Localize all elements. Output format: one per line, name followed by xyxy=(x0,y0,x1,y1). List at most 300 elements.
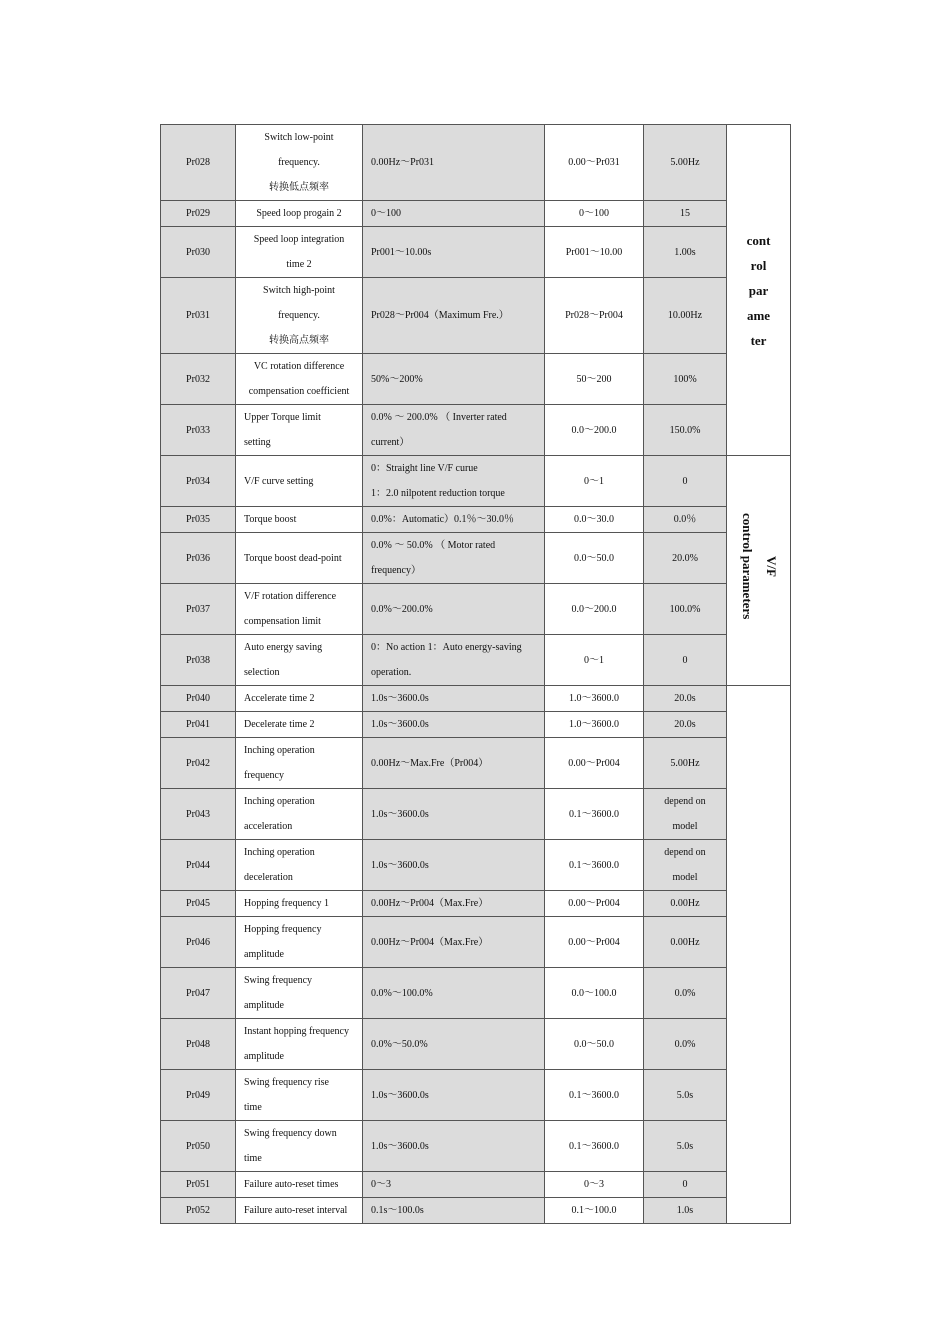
param-code xyxy=(161,584,236,635)
param-default xyxy=(644,968,727,1019)
param-setting xyxy=(363,507,545,533)
param-setting-line: current） xyxy=(371,437,410,448)
param-setting-line: 1.0s～3600.0s xyxy=(371,719,429,730)
param-setting-line: 0.0%～200.0% xyxy=(371,603,433,615)
param-name-line: amplitude xyxy=(244,1051,284,1062)
param-default-line: depend on xyxy=(664,796,706,807)
param-setting-line: 0.0% ～ 200.0% （ Inverter rated xyxy=(371,412,507,423)
param-range-text: 0.1～3600.0 xyxy=(569,1089,619,1101)
param-range xyxy=(545,584,644,635)
table-row xyxy=(161,456,791,507)
param-code xyxy=(161,917,236,968)
param-setting-line: 0.0%～50.0% xyxy=(371,1038,428,1050)
param-setting-line: 1.0s～3600.0s xyxy=(371,859,429,871)
table-row xyxy=(161,840,791,891)
param-name xyxy=(236,1172,363,1198)
param-name-line: time xyxy=(244,1102,262,1113)
param-setting xyxy=(363,891,545,917)
param-code-text: Pr033 xyxy=(186,424,210,436)
param-code-text: Pr035 xyxy=(186,514,210,525)
param-code xyxy=(161,635,236,686)
param-name xyxy=(236,917,363,968)
param-range-text: 1.0～3600.0 xyxy=(569,693,619,704)
param-name-line: V/F curve setting xyxy=(244,475,314,487)
param-range-text: 0.0～30.0 xyxy=(574,514,614,525)
param-default xyxy=(644,1019,727,1070)
param-name xyxy=(236,354,363,405)
param-code xyxy=(161,840,236,891)
param-range xyxy=(545,1070,644,1121)
param-code xyxy=(161,507,236,533)
param-code-text: Pr048 xyxy=(186,1038,210,1050)
param-default-line: 5.00Hz xyxy=(670,757,700,769)
param-range-text: 50～200 xyxy=(576,373,612,385)
param-setting-line: 1.0s～3600.0s xyxy=(371,808,429,820)
param-code-text: Pr038 xyxy=(186,654,210,666)
param-default-line: 0.00Hz xyxy=(670,936,700,948)
param-default xyxy=(644,1070,727,1121)
table-row xyxy=(161,584,791,635)
param-name-line: Decelerate time 2 xyxy=(244,719,315,730)
param-default-line: 0.0％ xyxy=(673,514,697,525)
param-code xyxy=(161,405,236,456)
table-row xyxy=(161,1198,791,1224)
param-default-line: 20.0s xyxy=(674,719,696,730)
param-code xyxy=(161,968,236,1019)
param-setting-line: 1.0s～3600.0s xyxy=(371,1140,429,1152)
param-name-line: Switch high-point xyxy=(263,285,335,296)
param-name-line: setting xyxy=(244,437,271,448)
table-row xyxy=(161,635,791,686)
param-name-line: frequency. xyxy=(278,157,320,168)
param-setting-line: 0.0%：Automatic）0.1％～30.0％ xyxy=(371,514,515,525)
param-default xyxy=(644,1198,727,1224)
param-default xyxy=(644,738,727,789)
param-default xyxy=(644,1172,727,1198)
param-range xyxy=(545,201,644,227)
param-code-text: Pr049 xyxy=(186,1089,210,1101)
param-name xyxy=(236,1019,363,1070)
table-row xyxy=(161,968,791,1019)
param-name xyxy=(236,278,363,354)
param-setting xyxy=(363,1070,545,1121)
param-default-line: 0 xyxy=(682,1179,688,1190)
param-name xyxy=(236,840,363,891)
param-range-text: 0.0～100.0 xyxy=(571,987,617,999)
param-name-line: Failure auto-reset times xyxy=(244,1179,339,1190)
param-default-line: 5.00Hz xyxy=(670,157,700,168)
param-default-line: 5.0s xyxy=(676,1140,694,1152)
param-default-line: 0.0% xyxy=(674,1038,696,1050)
param-name-line: acceleration xyxy=(244,821,293,832)
param-setting xyxy=(363,738,545,789)
param-range xyxy=(545,533,644,584)
param-name-line: Auto energy saving xyxy=(244,642,323,653)
param-range-text: 0.00～Pr004 xyxy=(568,898,620,909)
param-default-line: 0 xyxy=(682,654,688,666)
param-name xyxy=(236,201,363,227)
param-name-line: time xyxy=(244,1153,262,1164)
param-setting xyxy=(363,1121,545,1172)
table-row xyxy=(161,789,791,840)
param-default xyxy=(644,456,727,507)
param-name-line: V/F rotation difference xyxy=(244,591,337,602)
param-code xyxy=(161,1198,236,1224)
param-setting xyxy=(363,533,545,584)
param-code-text: Pr043 xyxy=(186,808,210,820)
param-name xyxy=(236,891,363,917)
param-code xyxy=(161,201,236,227)
param-code xyxy=(161,789,236,840)
param-code xyxy=(161,456,236,507)
param-name-line: amplitude xyxy=(244,949,284,960)
param-default-line: 0.0% xyxy=(674,987,696,999)
table-row xyxy=(161,686,791,712)
param-range xyxy=(545,686,644,712)
param-code-text: Pr037 xyxy=(186,603,210,615)
param-range-text: 1.0～3600.0 xyxy=(569,719,619,730)
group-label-line: ter xyxy=(750,332,767,348)
param-default-line: 1.00s xyxy=(674,246,696,258)
param-default xyxy=(644,712,727,738)
param-name-line: compensation coefficient xyxy=(248,386,350,397)
param-setting xyxy=(363,840,545,891)
param-setting-line: frequency） xyxy=(371,565,421,576)
param-default xyxy=(644,635,727,686)
param-name xyxy=(236,533,363,584)
param-setting xyxy=(363,405,545,456)
param-name-line: compensation limit xyxy=(244,616,321,627)
table-row xyxy=(161,891,791,917)
param-default xyxy=(644,125,727,201)
param-setting xyxy=(363,125,545,201)
group-label-line: rol xyxy=(750,257,767,273)
param-setting xyxy=(363,278,545,354)
param-setting-line: 0.00Hz～Pr031 xyxy=(371,157,435,168)
param-name-line: Swing frequency xyxy=(244,975,313,986)
param-range xyxy=(545,125,644,201)
param-default xyxy=(644,533,727,584)
group-label-line: cont xyxy=(746,232,771,248)
param-name-line: Speed loop integration xyxy=(253,234,345,245)
param-setting xyxy=(363,712,545,738)
param-range xyxy=(545,738,644,789)
param-range-text: 0.0～200.0 xyxy=(571,424,617,436)
param-default-line: 100% xyxy=(673,373,697,385)
table-row xyxy=(161,1070,791,1121)
param-default-line: 20.0% xyxy=(672,552,698,564)
table-row xyxy=(161,1121,791,1172)
param-code xyxy=(161,1019,236,1070)
param-name-line: Accelerate time 2 xyxy=(244,693,315,704)
param-name-line: deceleration xyxy=(244,872,293,883)
param-default xyxy=(644,686,727,712)
param-code xyxy=(161,125,236,201)
param-code-text: Pr031 xyxy=(186,310,210,321)
table-row xyxy=(161,354,791,405)
param-setting-line: 0～3 xyxy=(371,1179,391,1190)
param-range-text: Pr001～10.00 xyxy=(565,246,623,258)
table-row xyxy=(161,533,791,584)
param-range xyxy=(545,507,644,533)
param-code-text: Pr047 xyxy=(186,987,210,999)
param-range xyxy=(545,968,644,1019)
param-setting-line: 0：No action 1：Auto energy-saving xyxy=(371,642,522,653)
param-name-line: VC rotation difference xyxy=(253,361,345,372)
param-range-text: 0～1 xyxy=(584,475,604,487)
param-code-text: Pr046 xyxy=(186,936,210,948)
table-row xyxy=(161,278,791,354)
param-default-line: model xyxy=(672,872,698,883)
param-name-line: Inching operation xyxy=(244,745,315,756)
param-setting-line: 0.00Hz～Pr004（Max.Fre） xyxy=(371,936,489,948)
table-row xyxy=(161,1019,791,1070)
param-range xyxy=(545,227,644,278)
param-range xyxy=(545,789,644,840)
param-code xyxy=(161,1121,236,1172)
param-code xyxy=(161,686,236,712)
param-setting-line: 0.1s～100.0s xyxy=(371,1205,424,1216)
param-code-text: Pr042 xyxy=(186,757,210,769)
param-name-line: Speed loop progain 2 xyxy=(256,208,342,219)
param-setting-line: Pr001～10.00s xyxy=(371,246,432,258)
param-name xyxy=(236,125,363,201)
param-setting xyxy=(363,917,545,968)
param-code-text: Pr051 xyxy=(186,1179,210,1190)
param-name-line: Upper Torque limit xyxy=(244,412,321,423)
param-setting-line: 1.0s～3600.0s xyxy=(371,1089,429,1101)
param-default-line: model xyxy=(672,821,698,832)
param-setting xyxy=(363,1019,545,1070)
param-name-line: Inching operation xyxy=(244,796,315,807)
param-name xyxy=(236,789,363,840)
param-setting xyxy=(363,456,545,507)
table-row xyxy=(161,917,791,968)
param-range xyxy=(545,1019,644,1070)
param-default-line: 100.0% xyxy=(669,603,701,615)
param-default-line: 5.0s xyxy=(676,1089,694,1101)
param-setting-line: 0：Straight line V/F curue xyxy=(371,463,478,474)
param-name xyxy=(236,635,363,686)
param-setting xyxy=(363,1172,545,1198)
param-code xyxy=(161,1070,236,1121)
param-setting xyxy=(363,354,545,405)
param-name-line: Swing frequency rise xyxy=(244,1077,329,1088)
param-name-line: Inching operation xyxy=(244,847,315,858)
param-name-line: amplitude xyxy=(244,1000,284,1011)
param-code-text: Pr030 xyxy=(186,246,210,258)
param-range xyxy=(545,405,644,456)
param-name-line: 转换低点频率 xyxy=(269,182,329,193)
param-range-text: 0～1 xyxy=(584,654,604,666)
param-code-text: Pr044 xyxy=(186,859,210,871)
param-default-line: 10.00Hz xyxy=(667,310,703,321)
param-range xyxy=(545,1172,644,1198)
param-range-text: 0.1～3600.0 xyxy=(569,808,619,820)
param-setting-line: 0.0%～100.0% xyxy=(371,987,433,999)
param-range-text: 0.00～Pr004 xyxy=(568,757,620,769)
param-setting xyxy=(363,584,545,635)
param-code-text: Pr028 xyxy=(186,157,210,168)
table-row xyxy=(161,712,791,738)
param-range xyxy=(545,456,644,507)
param-setting xyxy=(363,1198,545,1224)
param-range xyxy=(545,917,644,968)
param-setting-line: 0.00Hz～Max.Fre（Pr004） xyxy=(371,757,489,769)
param-range xyxy=(545,278,644,354)
param-default xyxy=(644,227,727,278)
parameter-table-body xyxy=(161,125,791,1224)
param-name-line: Hopping frequency xyxy=(244,924,322,935)
param-code xyxy=(161,533,236,584)
table-row xyxy=(161,507,791,533)
param-name xyxy=(236,1121,363,1172)
param-range xyxy=(545,712,644,738)
param-code-text: Pr052 xyxy=(186,1205,210,1216)
table-row xyxy=(161,1172,791,1198)
param-range-text: 0.00～Pr004 xyxy=(568,936,620,948)
group-label-line: control parameters xyxy=(740,513,755,620)
param-range-text: 0.0～50.0 xyxy=(574,1038,614,1050)
group-vf-control-parameters xyxy=(727,456,791,686)
param-name-line: Switch low-point xyxy=(264,132,334,143)
param-range xyxy=(545,891,644,917)
param-name-line: frequency. xyxy=(278,310,320,321)
param-setting-line: 1.0s～3600.0s xyxy=(371,693,429,704)
param-code xyxy=(161,227,236,278)
param-code xyxy=(161,1172,236,1198)
param-range xyxy=(545,1198,644,1224)
param-name xyxy=(236,1198,363,1224)
table-row xyxy=(161,227,791,278)
param-range xyxy=(545,1121,644,1172)
param-default xyxy=(644,789,727,840)
param-name xyxy=(236,968,363,1019)
param-name-line: frequency xyxy=(244,770,284,781)
param-name-line: Hopping frequency 1 xyxy=(244,898,329,909)
param-name xyxy=(236,456,363,507)
param-name-line: selection xyxy=(244,667,280,678)
param-range-text: 0.0～50.0 xyxy=(574,552,614,564)
param-setting-line: 0.00Hz～Pr004（Max.Fre） xyxy=(371,898,489,909)
param-name-line: Torque boost xyxy=(244,514,297,525)
param-default xyxy=(644,1121,727,1172)
param-range-text: Pr028～Pr004 xyxy=(565,310,623,321)
param-code-text: Pr050 xyxy=(186,1140,210,1152)
param-setting-line: 0～100 xyxy=(371,208,401,219)
param-default xyxy=(644,405,727,456)
table-row xyxy=(161,738,791,789)
param-default-line: depend on xyxy=(664,847,706,858)
param-default-line: 0 xyxy=(682,475,688,487)
param-code-text: Pr032 xyxy=(186,373,210,385)
param-default xyxy=(644,354,727,405)
param-code xyxy=(161,891,236,917)
param-default xyxy=(644,917,727,968)
param-code-text: Pr034 xyxy=(186,475,210,487)
param-setting xyxy=(363,968,545,1019)
param-default-line: 0.00Hz xyxy=(670,898,700,909)
param-default-line: 15 xyxy=(680,208,690,219)
group-label-line: V/F xyxy=(764,556,779,577)
param-default xyxy=(644,507,727,533)
table-row xyxy=(161,405,791,456)
param-setting xyxy=(363,686,545,712)
param-range-text: 0.1～100.0 xyxy=(571,1205,617,1216)
param-name-line: Failure auto-reset interval xyxy=(244,1205,348,1216)
param-setting xyxy=(363,635,545,686)
param-default xyxy=(644,891,727,917)
param-range-text: 0～3 xyxy=(584,1179,604,1190)
param-code xyxy=(161,278,236,354)
param-name-line: time 2 xyxy=(286,259,312,270)
param-name xyxy=(236,507,363,533)
param-name-line: Torque boost dead-point xyxy=(244,552,342,564)
param-code-text: Pr029 xyxy=(186,208,210,219)
param-default xyxy=(644,201,727,227)
param-range-text: 0.00～Pr031 xyxy=(568,157,620,168)
param-setting-line: 50%～200% xyxy=(371,373,423,385)
param-name-line: Instant hopping frequency xyxy=(244,1026,349,1037)
param-name xyxy=(236,738,363,789)
param-code xyxy=(161,738,236,789)
param-code xyxy=(161,354,236,405)
table-row xyxy=(161,201,791,227)
param-range xyxy=(545,354,644,405)
param-range-text: 0.0～200.0 xyxy=(571,603,617,615)
param-range xyxy=(545,840,644,891)
param-setting-line: Pr028～Pr004（Maximum Fre.） xyxy=(371,310,509,321)
param-setting-line: 0.0% ～ 50.0% （ Motor rated xyxy=(371,540,496,551)
param-default xyxy=(644,278,727,354)
param-setting-line: 1：2.0 nilpotent reduction torque xyxy=(371,488,505,499)
param-setting xyxy=(363,789,545,840)
param-code-text: Pr045 xyxy=(186,898,210,909)
param-code-text: Pr041 xyxy=(186,719,210,730)
group-control-parameter xyxy=(727,125,791,456)
param-name xyxy=(236,1070,363,1121)
param-default-line: 20.0s xyxy=(674,693,696,704)
param-default xyxy=(644,584,727,635)
parameter-table xyxy=(160,124,791,1224)
param-name xyxy=(236,405,363,456)
param-name xyxy=(236,686,363,712)
param-range-text: 0.1～3600.0 xyxy=(569,1140,619,1152)
param-code-text: Pr036 xyxy=(186,552,210,564)
param-name-line: 转换高点频率 xyxy=(269,335,329,346)
group-other-parameters xyxy=(727,686,791,1224)
param-range xyxy=(545,635,644,686)
param-name xyxy=(236,584,363,635)
param-setting xyxy=(363,227,545,278)
param-setting xyxy=(363,201,545,227)
param-default xyxy=(644,840,727,891)
param-name xyxy=(236,712,363,738)
table-row xyxy=(161,125,791,201)
param-default-line: 150.0% xyxy=(669,424,701,436)
param-code-text: Pr040 xyxy=(186,693,210,704)
param-range-text: 0.1～3600.0 xyxy=(569,859,619,871)
param-setting-line: operation. xyxy=(371,667,412,678)
param-default-line: 1.0s xyxy=(676,1205,694,1216)
param-name-line: Swing frequency down xyxy=(244,1128,337,1139)
group-label-line: par xyxy=(748,282,769,298)
group-label-line: ame xyxy=(746,307,771,323)
param-name xyxy=(236,227,363,278)
param-code xyxy=(161,712,236,738)
param-range-text: 0～100 xyxy=(579,208,609,219)
group-vf-label xyxy=(735,513,783,619)
